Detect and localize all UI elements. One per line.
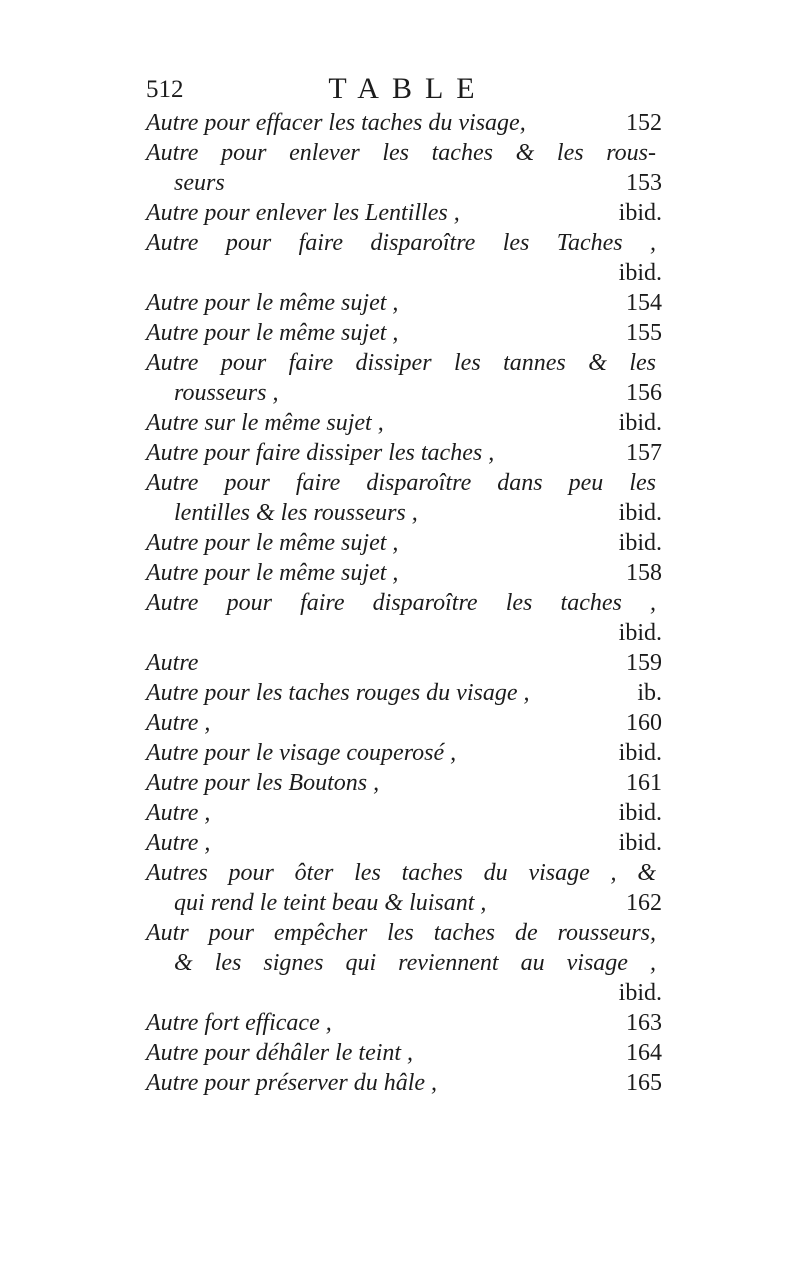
index-line <box>146 858 662 888</box>
entry-text: Autre pour le même sujet , <box>146 320 399 346</box>
entry-text: Autre pour déhâler le teint , <box>146 1040 414 1066</box>
page-reference: ibid. <box>618 260 662 286</box>
entry-text: Autre <box>146 650 199 676</box>
page-reference: ibid. <box>618 980 662 1006</box>
index-line <box>146 948 662 978</box>
index-line <box>146 108 662 138</box>
index-line <box>146 168 662 198</box>
entry-text: & les signes qui reviennent au visage , <box>174 950 656 976</box>
page-reference: ibid. <box>618 740 662 766</box>
entry-text: Autre pour enlever les taches & les rous- <box>146 140 656 166</box>
index-line <box>146 918 662 948</box>
entry-text: Autre pour le même sujet , <box>146 530 399 556</box>
index-line <box>146 438 662 468</box>
entry-text: Autre pour faire disparoître dans peu les <box>146 470 656 496</box>
index-line <box>146 738 662 768</box>
page-reference: 163 <box>626 1010 662 1036</box>
entry-text: Autre pour effacer les taches du visage, <box>146 110 526 136</box>
page-reference: 153 <box>626 170 662 196</box>
index-line <box>146 798 662 828</box>
page-reference: 155 <box>626 320 662 346</box>
page-reference: 164 <box>626 1040 662 1066</box>
entry-text: Autre , <box>146 830 211 856</box>
entry-text: Autre , <box>146 710 211 736</box>
page-reference: 158 <box>626 560 662 586</box>
index-line <box>146 498 662 528</box>
page-header <box>146 72 662 112</box>
index-line <box>146 408 662 438</box>
index-line <box>146 588 662 618</box>
entry-text: Autre pour faire dissiper les taches , <box>146 440 495 466</box>
entry-text: Autre sur le même sujet , <box>146 410 384 436</box>
index-line <box>146 348 662 378</box>
entry-text: seurs <box>174 170 225 196</box>
running-title: TABLE <box>328 72 488 105</box>
page-reference: ibid. <box>618 830 662 856</box>
entry-text: Autre pour faire disparoître les Taches , <box>146 230 656 256</box>
page-reference: 154 <box>626 290 662 316</box>
entry-text: Autre , <box>146 800 211 826</box>
index-line <box>146 1038 662 1068</box>
page-reference: ibid. <box>618 800 662 826</box>
page-reference: ibid. <box>618 620 662 646</box>
index-line <box>146 288 662 318</box>
entry-text: Autres pour ôter les taches du visage , & <box>146 860 656 886</box>
index-line <box>146 618 662 648</box>
page-number: 512 <box>146 76 184 103</box>
entry-text: Autre pour faire dissiper les tannes & les <box>146 350 656 376</box>
index-line <box>146 468 662 498</box>
entry-text: Autre pour le même sujet , <box>146 290 399 316</box>
page-reference: 160 <box>626 710 662 736</box>
entry-text: Autre pour le visage couperosé , <box>146 740 457 766</box>
entry-text: rousseurs , <box>174 380 279 406</box>
entry-text: Autre pour préserver du hâle , <box>146 1070 438 1096</box>
page-reference: 159 <box>626 650 662 676</box>
entry-text: lentilles & les rousseurs , <box>174 500 418 526</box>
entry-text: Autre pour faire disparoître les taches , <box>146 590 656 616</box>
page-reference: ib. <box>637 680 662 706</box>
index-line <box>146 708 662 738</box>
index-line <box>146 378 662 408</box>
entry-text: Autre fort efficace , <box>146 1010 332 1036</box>
index-line <box>146 138 662 168</box>
index-line <box>146 678 662 708</box>
entry-text: Autre pour les Boutons , <box>146 770 380 796</box>
index-line <box>146 828 662 858</box>
page-reference: 162 <box>626 890 662 916</box>
index-line <box>146 198 662 228</box>
index-line <box>146 558 662 588</box>
index-line <box>146 258 662 288</box>
page-reference: 165 <box>626 1070 662 1096</box>
index-line <box>146 768 662 798</box>
index-line <box>146 648 662 678</box>
index-line <box>146 228 662 258</box>
index-line <box>146 528 662 558</box>
entry-text: Autre pour les taches rouges du visage , <box>146 680 530 706</box>
page-reference: ibid. <box>618 500 662 526</box>
index-line <box>146 888 662 918</box>
index-line <box>146 978 662 1008</box>
index-entries <box>146 108 662 1098</box>
page-reference: 161 <box>626 770 662 796</box>
index-line <box>146 1068 662 1098</box>
page-reference: 156 <box>626 380 662 406</box>
entry-text: Autr pour empêcher les taches de rousseurs, <box>146 920 656 946</box>
page-reference: 152 <box>626 110 662 136</box>
page-reference: ibid. <box>618 530 662 556</box>
entry-text: Autre pour enlever les Lentilles , <box>146 200 460 226</box>
index-line <box>146 1008 662 1038</box>
index-line <box>146 318 662 348</box>
entry-text: qui rend le teint beau & luisant , <box>174 890 487 916</box>
page-reference: ibid. <box>618 200 662 226</box>
page-reference: ibid. <box>618 410 662 436</box>
page-reference: 157 <box>626 440 662 466</box>
entry-text: Autre pour le même sujet , <box>146 560 399 586</box>
